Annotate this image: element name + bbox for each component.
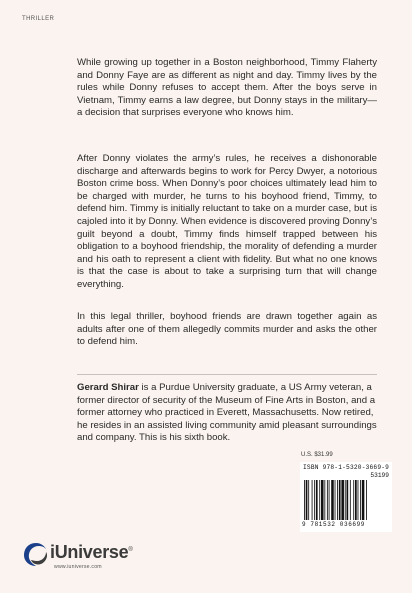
publisher-name: [50, 542, 132, 563]
iuniverse-swirl-icon: [22, 540, 50, 568]
registered-mark-icon: ®: [128, 547, 133, 553]
barcode: [300, 462, 392, 532]
barcode-bars: [304, 480, 388, 520]
publisher-name-text: iUniverse: [50, 542, 129, 562]
author-name: Gerard Shirar: [77, 382, 139, 393]
blurb-paragraph-1: While growing up together in a Boston neighborhood, Timmy Flaherty and Donny Faye are as different as night and day. Timmy lives by the rules while Donny refuses to accept them. After the boys serve in Vietnam, Timmy earns a law degree, but Donny stays in the military—a decision that surprises everyone who knows him.: [77, 57, 377, 119]
isbn-text: ISBN 978-1-5320-3669-9: [303, 464, 390, 471]
ean-number: 9 781532 036699: [302, 521, 366, 528]
publisher-logo: [22, 538, 162, 578]
blurb-paragraph-3: In this legal thriller, boyhood friends are drawn together again as adults after one of them allegedly commits murder and asks the other to defend him.: [77, 311, 377, 348]
genre-label: THRILLER: [22, 16, 55, 22]
author-bio-text: is a Purdue University graduate, a US Army veteran, a former director of security of the Museum of Fine Arts in Boston, and a former attorney who practiced in Everett, Massachusetts. Now retired, he resides in an assisted living community amid pleasant surroundings and company. This is his sixth book.: [77, 382, 377, 444]
blurb-paragraph-2: After Donny violates the army’s rules, he receives a dishonorable discharge and afterwards begins to work for Percy Dwyer, a notorious Boston crime boss. When Donny’s poor choices ultimately lead him to be charged with murder, he turns to his boyhood friend, Timmy, to defend him. Timmy is initially reluctant to take on a murder case, but is cajoled into it by Donny. When evidence is discovered proving Donny’s guilt beyond a doubt, Timmy finds himself trapped between his obligation to a boyhood friendship, the morality of defending a murder and his oath to represent a client with fidelity. But what no one knows is that the case is about to take a surprising turn that will change everything.: [77, 153, 377, 290]
price-code: 53199: [370, 472, 389, 479]
divider: [77, 374, 377, 375]
price-label: U.S. $31.99: [301, 452, 333, 458]
publisher-url: www.iuniverse.com: [54, 564, 102, 570]
author-bio: [77, 382, 377, 445]
